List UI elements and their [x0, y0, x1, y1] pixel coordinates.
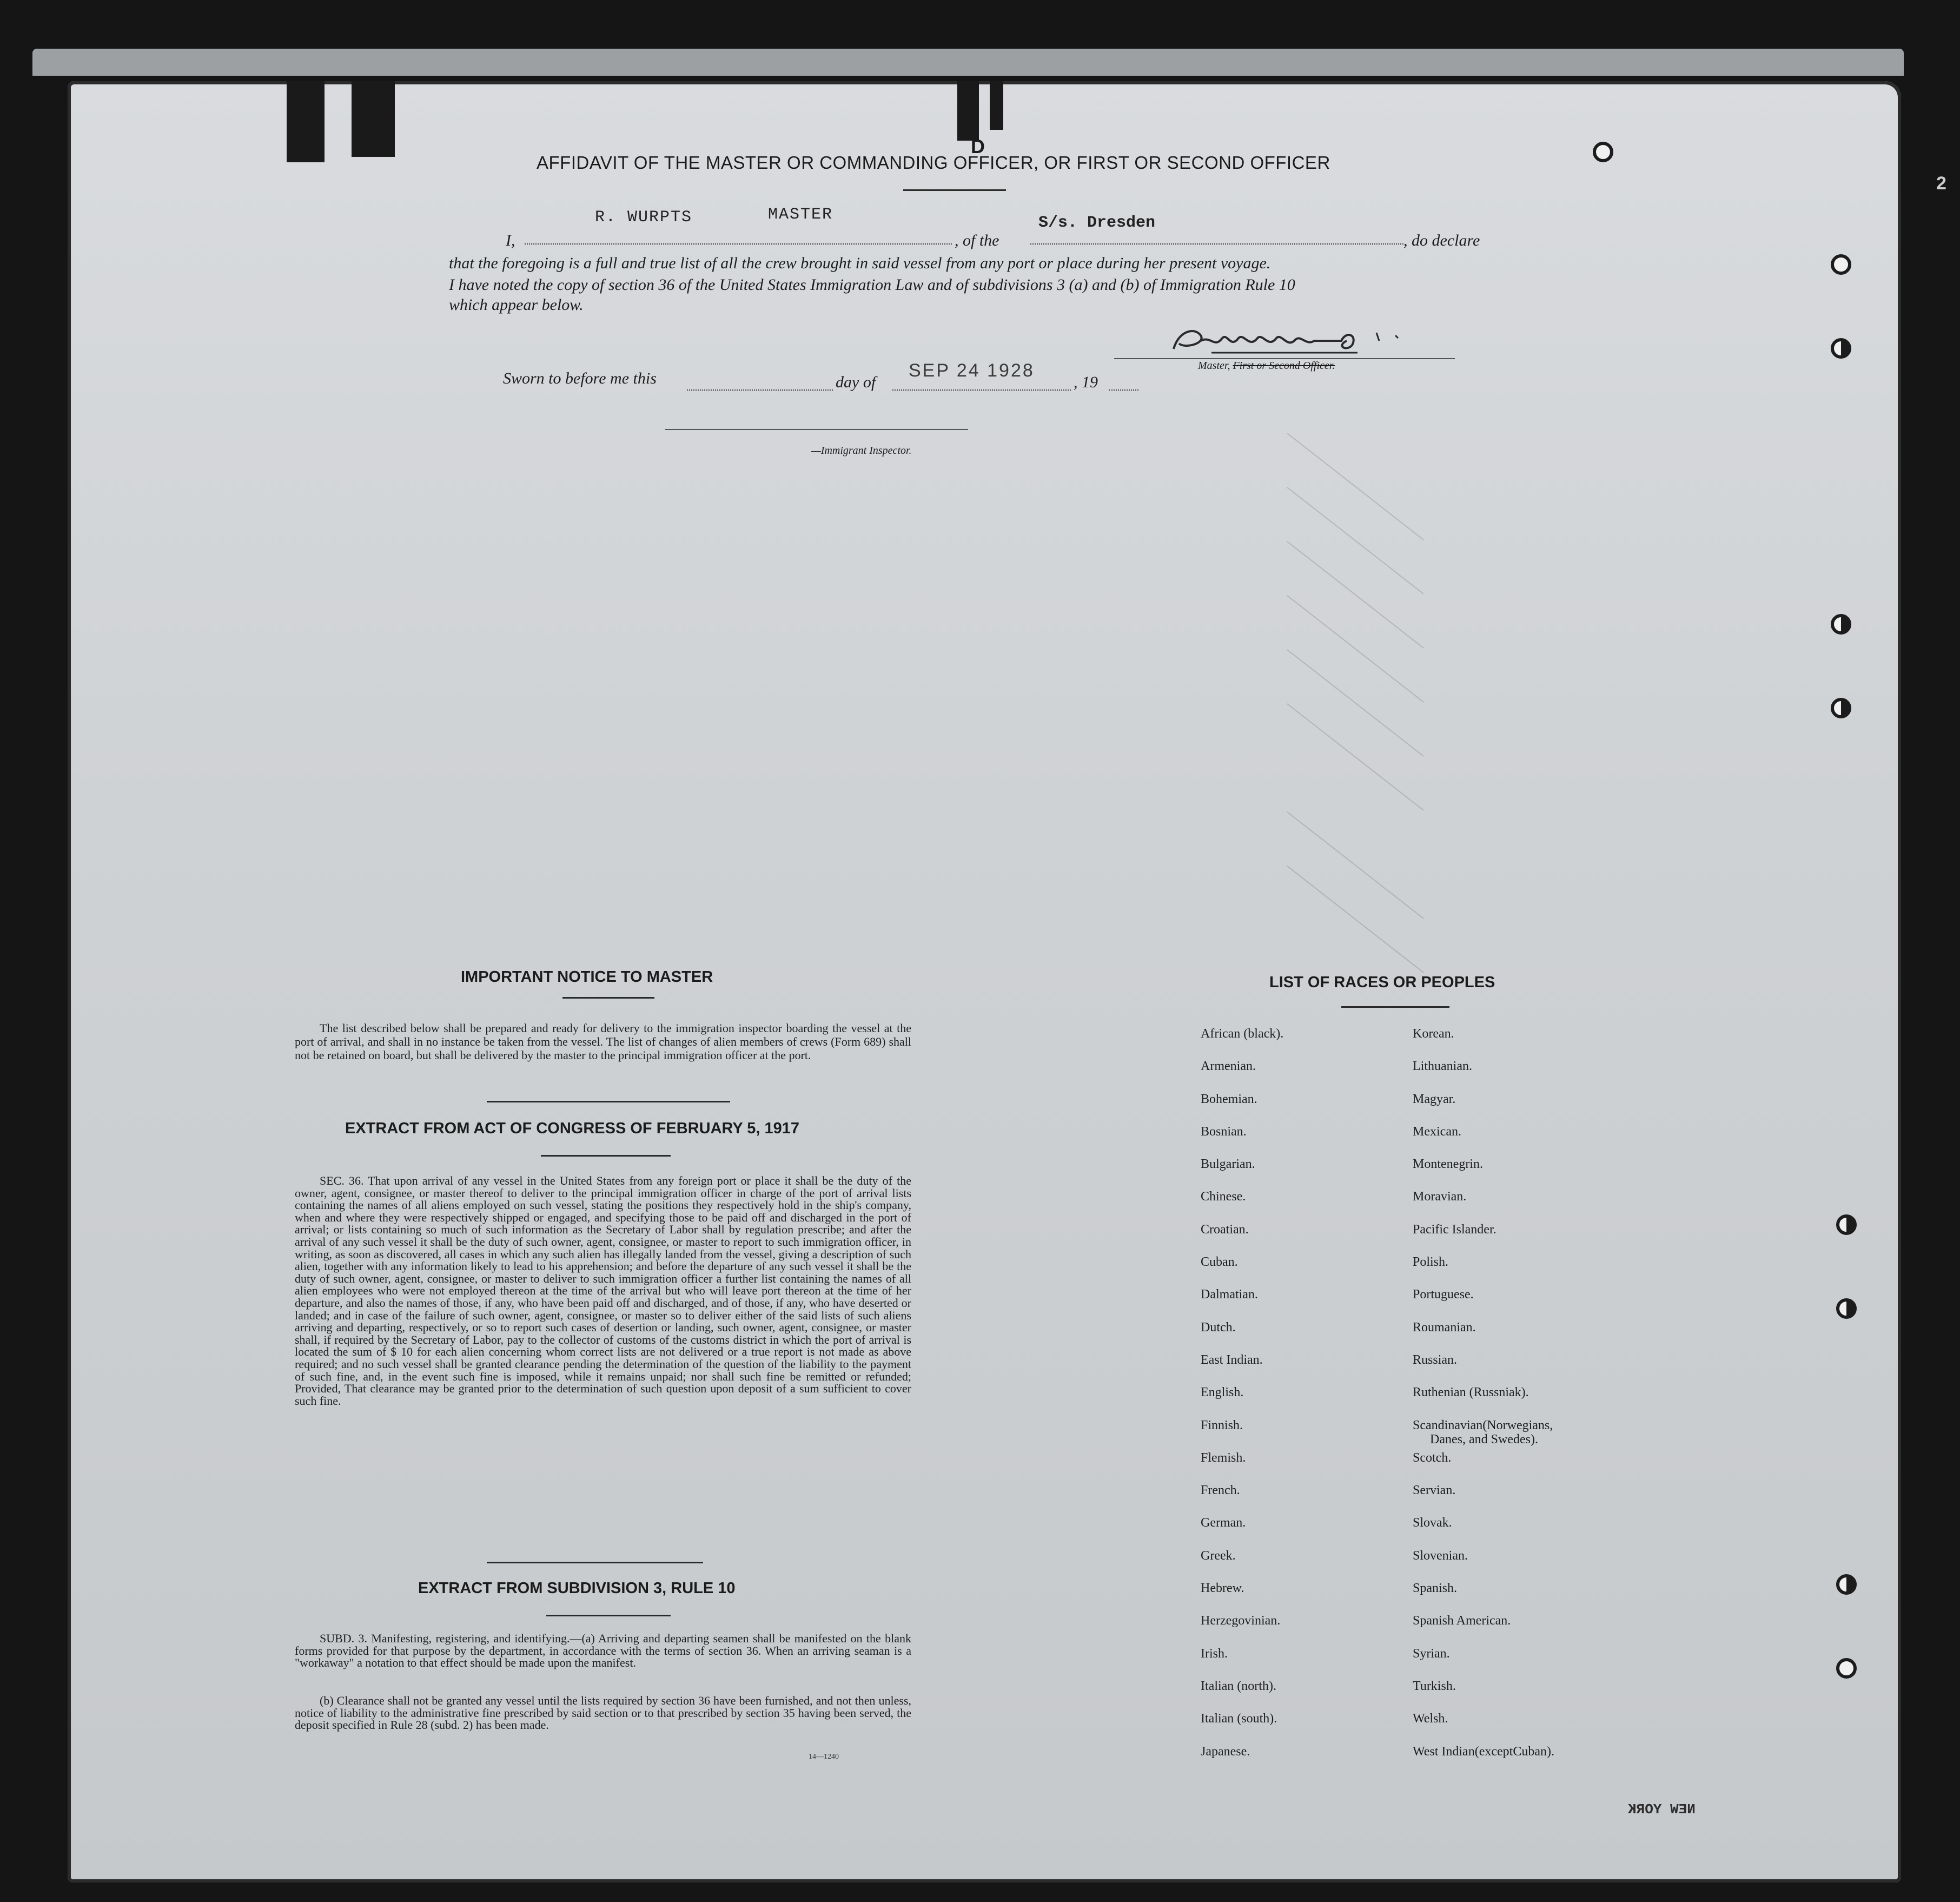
signature-caption-master: Master, — [1198, 360, 1230, 372]
race-item: West Indian(exceptCuban). — [1413, 1744, 1554, 1759]
sworn-label: Sworn to before me this — [503, 369, 657, 387]
punch-hole — [1831, 254, 1851, 275]
form-number: 14—1240 — [809, 1753, 839, 1761]
punch-hole — [1836, 1298, 1857, 1319]
act-section-36-text: SEC. 36. That upon arrival of any vessel in the United States from any foreign port or place it shall be the duty of the owner, agent, consignee, or master thereof to deliver to the principal immigration officer in charge of the port of arrival lists containing the names of all aliens employed on such vessel, stating the positions they respectively hold in the ship's company, when and where they were respectively shipped or engaged, and specifying those to be paid off and discharged in the port of arrival; or lists containing so much of such information as the Secretary of Labor shall by regulation prescribe; and after the arrival of any such vessel it shall be the duty of such owner, agent, consignee, or master to report to such immigration officer, in writing, as soon as discovered, all cases in which any such alien has illegally landed from the vessel, giving a description of such alien, together with any information likely to lead to his apprehension; and before the departure of any such vessel it shall be the duty of such owner, agent, consignee, or master to deliver to such immigration officer a further list containing the names of all alien employees who were not employed thereon at the time of the arrival but who will leave port thereon at the time of her departure, and also the names of those, if any, who have been paid off and discharged, and of those, if any, who have deserted or landed; and in case of the failure of such owner, agent, consignee, or master so to deliver either of the said lists of such aliens arriving and departing, respectively, or so to report such cases of desertion or landing, such owner, agent, consignee, or master shall, if required by the Secretary of Labor, pay to the collector of customs of the customs district in which the port of arrival is located the sum of $ 10 for each alien concerning whom correct lists are not delivered or a true report is not made as above required; and no such vessel shall be granted clearance pending the determination of the question of the liability to the payment of such fine, and, in the event such fine is imposed, while it remains unpaid; nor shall such fine be remitted or refunded; Provided, That clearance may be granted prior to the determination of such question upon deposit of a sum sufficient to cover such fine. — [295, 1174, 911, 1408]
punch-hole — [1593, 142, 1613, 162]
title-rule — [903, 189, 1006, 191]
page-letter: D — [971, 135, 985, 157]
page-top-edge — [32, 49, 1904, 76]
race-item: German. — [1201, 1516, 1246, 1530]
race-item: Hebrew. — [1201, 1581, 1244, 1596]
affidavit-body-line-3: which appear below. — [449, 296, 584, 314]
race-item: Polish. — [1413, 1255, 1449, 1270]
rule-subd-3b-text: (b) Clearance shall not be granted any vessel until the lists required by section 36 have been furnished, and not then unless, notice of liability to the administrative fine prescribed by said section or to that prescribed by section 35 having been served, the deposit specified in Rule 28 (subd. 2) has been made. — [295, 1694, 911, 1732]
race-item: English. — [1201, 1385, 1244, 1400]
name-line — [525, 243, 952, 245]
race-item: Flemish. — [1201, 1450, 1246, 1465]
punch-hole — [1831, 338, 1851, 359]
race-item: Spanish. — [1413, 1581, 1458, 1596]
signature-line — [1114, 358, 1455, 359]
affidavit-body-line-1: that the foregoing is a full and true list of all the crew brought in said vessel from any port or place during her present voyage. — [449, 254, 1271, 272]
punch-hole — [1836, 1574, 1857, 1595]
race-item: Bohemian. — [1201, 1092, 1257, 1106]
race-item: Montenegrin. — [1413, 1157, 1483, 1172]
act-extract-rule — [541, 1155, 671, 1157]
race-item: Irish. — [1201, 1646, 1228, 1661]
rule-extract-title: EXTRACT FROM SUBDIVISION 3, RULE 10 — [418, 1580, 736, 1597]
race-item: Korean. — [1413, 1027, 1454, 1041]
race-item: Cuban. — [1201, 1255, 1238, 1270]
race-item: Syrian. — [1413, 1646, 1450, 1661]
master-name: R. WURPTS — [595, 208, 693, 227]
race-item: Portuguese. — [1413, 1287, 1474, 1302]
affidavit-i-label: I, — [506, 232, 515, 249]
race-item: Herzegovinian. — [1201, 1614, 1281, 1628]
race-item-scandinavian — [1413, 1418, 1651, 1451]
race-item: Pacific Islander. — [1413, 1222, 1497, 1237]
mirrored-footer-text: NEW YORK — [1628, 1801, 1696, 1818]
race-item: Armenian. — [1201, 1059, 1256, 1074]
race-item: Moravian. — [1413, 1190, 1467, 1204]
race-item-continuation: Danes, and Swedes). — [1430, 1432, 1538, 1447]
act-extract-title: EXTRACT FROM ACT OF CONGRESS OF FEBRUARY 5, 1917 — [345, 1120, 800, 1137]
act-extract-text — [295, 1175, 911, 1407]
notice-text — [295, 1021, 911, 1062]
notice-rule — [562, 997, 654, 999]
race-item: Spanish American. — [1413, 1614, 1511, 1628]
punch-hole — [1831, 614, 1851, 635]
race-item: Chinese. — [1201, 1190, 1246, 1204]
race-item: Dalmatian. — [1201, 1287, 1258, 1302]
race-item: Turkish. — [1413, 1679, 1456, 1693]
race-item: Scotch. — [1413, 1450, 1452, 1465]
race-item: Italian (north). — [1201, 1679, 1276, 1693]
race-item: Slovenian. — [1413, 1548, 1468, 1563]
race-item: Slovak. — [1413, 1516, 1452, 1530]
races-right-column — [1413, 1027, 1651, 1777]
binder-tab-left-2 — [352, 81, 395, 157]
race-item: Bosnian. — [1201, 1124, 1247, 1139]
race-item: Servian. — [1413, 1483, 1456, 1498]
race-item: French. — [1201, 1483, 1240, 1498]
notice-separator — [487, 1101, 730, 1102]
of-the-label: , of the — [955, 232, 999, 249]
notice-title: IMPORTANT NOTICE TO MASTER — [461, 968, 713, 986]
race-item: Magyar. — [1413, 1092, 1456, 1106]
punch-hole — [1836, 1214, 1857, 1235]
race-item: African (black). — [1201, 1027, 1284, 1041]
corner-number: 2 — [1936, 173, 1946, 194]
binder-tab-center — [957, 81, 979, 141]
race-item: Russian. — [1413, 1352, 1458, 1367]
punch-hole — [1831, 698, 1851, 718]
vessel-name: S/s. Dresden — [1038, 214, 1156, 232]
race-item: Finnish. — [1201, 1418, 1243, 1432]
races-left-column — [1201, 1027, 1385, 1777]
rule-subd-3a-text: SUBD. 3. Manifesting, registering, and identifying.—(a) Arriving and departing seamen shall be manifested on the blank forms provided for that purpose by the department, in accordance with the terms of section 36. When an arriving seaman is a "workaway" a notation to that effect should be made upon the manifest. — [295, 1632, 911, 1670]
vessel-line — [1030, 243, 1403, 245]
signature-caption — [1198, 360, 1335, 372]
race-item: Croatian. — [1201, 1222, 1249, 1237]
race-item: Japanese. — [1201, 1744, 1250, 1759]
race-item: Bulgarian. — [1201, 1157, 1255, 1172]
master-rank: MASTER — [768, 206, 833, 224]
signature-caption-struck: First or Second Officer. — [1233, 360, 1335, 372]
inspector-signature-line — [665, 429, 968, 430]
day-of-label: day of — [836, 373, 876, 391]
date-stamp: SEP 24 1928 — [909, 360, 1035, 381]
sworn-day-line — [687, 389, 833, 391]
year-line — [1109, 389, 1138, 391]
race-item: Italian (south). — [1201, 1712, 1277, 1726]
race-item: Ruthenian (Russniak). — [1413, 1385, 1529, 1400]
race-item: Dutch. — [1201, 1320, 1236, 1335]
punch-hole — [1836, 1658, 1857, 1679]
act-extract-separator — [487, 1562, 703, 1563]
inspector-caption-text: Immigrant Inspector. — [820, 445, 912, 457]
race-item: Welsh. — [1413, 1712, 1448, 1726]
race-item: Scandinavian(Norwegians, — [1413, 1418, 1553, 1432]
race-item: Greek. — [1201, 1548, 1236, 1563]
races-rule — [1341, 1006, 1449, 1008]
affidavit-body-line-2: I have noted the copy of section 36 of the United States Immigration Law and of subdivisions 3 (a) and (b) of Immigration Rule 10 — [449, 276, 1295, 294]
race-item: Lithuanian. — [1413, 1059, 1472, 1074]
rule-extract-rule — [546, 1615, 671, 1616]
races-title: LIST OF RACES OR PEOPLES — [1269, 974, 1495, 991]
binder-tab-left — [287, 81, 325, 162]
do-declare-label: , do declare — [1403, 232, 1480, 249]
rule-extract-text-b — [295, 1695, 911, 1732]
sworn-month-line — [892, 389, 1071, 391]
rule-extract-text-a — [295, 1633, 911, 1669]
inspector-caption: —Immigrant Inspector. — [811, 445, 912, 457]
notice-paragraph: The list described below shall be prepared and ready for delivery to the immigration inspector boarding the vessel at the port of arrival, and shall in no instance be taken from the vessel. The list of changes of alien members of crews (Form 689) shall not be retained on board, but shall be delivered by the master to the principal immigration officer at the port. — [295, 1021, 911, 1062]
race-item: Roumanian. — [1413, 1320, 1476, 1335]
affidavit-title: AFFIDAVIT OF THE MASTER OR COMMANDING OFFICER, OR FIRST OR SECOND OFFICER — [537, 153, 1330, 173]
master-signature — [1163, 319, 1401, 362]
race-item: Mexican. — [1413, 1124, 1461, 1139]
year-prefix: , 19 — [1074, 373, 1098, 391]
binder-tab-center-2 — [990, 81, 1003, 130]
race-item: East Indian. — [1201, 1352, 1263, 1367]
